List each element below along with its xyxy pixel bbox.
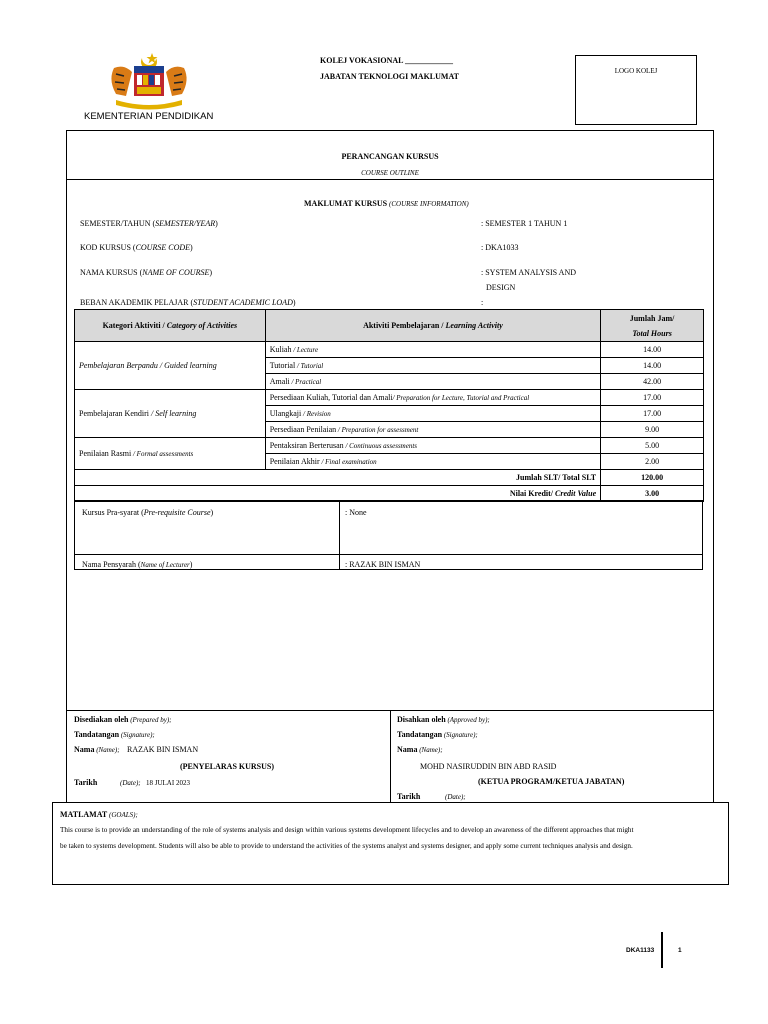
approved-signature-label: Tandatangan (Signature); <box>397 730 478 739</box>
course-info-heading <box>304 199 469 208</box>
department-name: JABATAN TEKNOLOGI MAKLUMAT <box>320 72 459 81</box>
semester-label-ms: SEMESTER/TAHUN ( <box>80 219 156 228</box>
prerequisite-value: : None <box>345 508 367 517</box>
approved-name-label: Nama (Name); <box>397 745 443 754</box>
title-divider <box>66 179 714 180</box>
learning-activity-table <box>74 309 704 502</box>
activity-cell: Persediaan Penilaian / Preparation for assessment <box>265 422 600 438</box>
academic-load-value: : <box>481 298 484 307</box>
activity-cell: Kuliah / Lecture <box>265 342 600 358</box>
lecturer-label: Nama Pensyarah (Name of Lecturer) <box>82 560 193 569</box>
course-code-label-ms: KOD KURSUS ( <box>80 243 136 252</box>
col-activity-header: Aktiviti Pembelajaran / Learning Activity <box>265 310 600 342</box>
course-code-label-en: COURSE CODE <box>135 243 191 252</box>
hours-cell: 9.00 <box>601 422 704 438</box>
course-name-label <box>80 268 212 277</box>
signature-column-divider <box>390 710 391 803</box>
hours-cell: 17.00 <box>601 406 704 422</box>
prepared-name-value: RAZAK BIN ISMAN <box>127 745 199 754</box>
approved-by-label: Disahkan oleh (Approved by); <box>397 715 490 724</box>
prerequisite-label: Kursus Pra-syarat (Pre-requisite Course) <box>82 508 214 517</box>
prepared-role: (PENYELARAS KURSUS) <box>180 762 275 771</box>
approved-role: (KETUA PROGRAM/KETUA JABATAN) <box>478 777 625 786</box>
lecturer-divider <box>74 554 703 555</box>
course-code-close: ) <box>190 243 193 252</box>
footer-page-number: 1 <box>678 947 682 954</box>
credit-value-value: 3.00 <box>601 486 704 502</box>
activity-cell: Tutorial / Tutorial <box>265 358 600 374</box>
prepared-name-label: Nama (Name); <box>74 745 120 754</box>
course-code-label <box>80 243 193 252</box>
hours-cell: 17.00 <box>601 390 704 406</box>
activity-cell: Persediaan Kuliah, Tutorial dan Amali/ Preparation for Lecture, Tutorial and Practical <box>265 390 600 406</box>
category-guided: Pembelajaran Berpandu / Guided learning <box>75 342 266 390</box>
hours-cell: 14.00 <box>601 358 704 374</box>
total-slt-value: 120.00 <box>601 470 704 486</box>
goals-label: MATLAMAT (GOALS); <box>60 810 138 819</box>
course-code-value: : DKA1033 <box>481 243 519 252</box>
activity-cell: Ulangkaji / Revision <box>265 406 600 422</box>
activity-cell: Amali / Practical <box>265 374 600 390</box>
goals-text-line-1: This course is to provide an understanding of the role of systems analysis and design within various systems development lifecycles and to develop an awareness of the different approaches that might <box>60 826 634 834</box>
category-self: Pembelajaran Kendiri / Self learning <box>75 390 266 438</box>
approved-date-label-en: (Date); <box>445 793 466 801</box>
prerequisite-divider <box>339 500 340 570</box>
semester-label-en: SEMESTER/YEAR <box>155 219 216 228</box>
ministry-name: KEMENTERIAN PENDIDIKAN <box>84 111 214 122</box>
page-subtitle: COURSE OUTLINE <box>361 169 419 177</box>
prepared-date-label: Tarikh <box>74 778 98 787</box>
course-name-value-2: DESIGN <box>486 283 516 292</box>
activity-cell: Penilaian Akhir / Final examination <box>265 454 600 470</box>
hours-cell: 5.00 <box>601 438 704 454</box>
college-logo-placeholder <box>575 55 697 125</box>
footer-divider <box>661 932 663 968</box>
prepared-date-label-en: (Date); <box>120 779 141 787</box>
academic-load-label-en: STUDENT ACADEMIC LOAD <box>193 298 293 307</box>
credit-value-label: Nilai Kredit/ Credit Value <box>75 486 601 502</box>
activity-cell: Pentaksiran Berterusan / Continuous assessments <box>265 438 600 454</box>
table-row <box>75 438 704 454</box>
page-title: PERANCANGAN KURSUS <box>341 152 439 161</box>
malaysia-coat-of-arms-icon <box>104 50 194 112</box>
semester-label <box>80 219 218 228</box>
footer-course-code: DKA1133 <box>626 947 655 954</box>
total-slt-row <box>75 470 704 486</box>
prepared-signature-label: Tandatangan (Signature); <box>74 730 155 739</box>
category-formal: Penilaian Rasmi / Formal assessments <box>75 438 266 470</box>
prepared-by-label: Disediakan oleh (Prepared by); <box>74 715 172 724</box>
table-row <box>75 390 704 406</box>
academic-load-label-ms: BEBAN AKADEMIK PELAJAR ( <box>80 298 194 307</box>
hours-cell: 2.00 <box>601 454 704 470</box>
semester-value: : SEMESTER 1 TAHUN 1 <box>481 219 568 228</box>
college-name: KOLEJ VOKASIONAL ____________ <box>320 56 454 65</box>
lecturer-value: : RAZAK BIN ISMAN <box>345 560 421 569</box>
academic-load-label <box>80 298 296 307</box>
hours-cell: 42.00 <box>601 374 704 390</box>
course-name-value-1: : SYSTEM ANALYSIS AND <box>481 268 576 277</box>
course-info-heading-ms: MAKLUMAT KURSUS <box>304 199 388 208</box>
prepared-date-value: 18 JULAI 2023 <box>146 779 190 787</box>
hours-cell: 14.00 <box>601 342 704 358</box>
col-hours-header: Jumlah Jam/ Total Hours <box>601 310 704 342</box>
course-name-close: ) <box>209 268 213 277</box>
table-header-row <box>75 310 704 342</box>
semester-close: ) <box>215 219 218 228</box>
goals-text-line-2: be taken to systems development. Students will also be able to provide to understand the activities of the systems analyst and systems designer, and apply some current techniques analysis and design. <box>60 842 633 850</box>
course-name-label-en: NAME OF COURSE <box>142 268 210 277</box>
course-name-label-ms: NAMA KURSUS ( <box>80 268 143 277</box>
academic-load-close: ) <box>292 298 296 307</box>
total-slt-label: Jumlah SLT/ Total SLT <box>75 470 601 486</box>
approved-date-label: Tarikh <box>397 792 421 801</box>
table-row <box>75 342 704 358</box>
logo-placeholder-text: LOGO KOLEJ <box>614 67 658 75</box>
approved-name-value: MOHD NASIRUDDIN BIN ABD RASID <box>420 762 557 771</box>
course-info-heading-en: (COURSE INFORMATION) <box>389 200 469 208</box>
col-category-header: Kategori Aktiviti / Category of Activities <box>75 310 266 342</box>
